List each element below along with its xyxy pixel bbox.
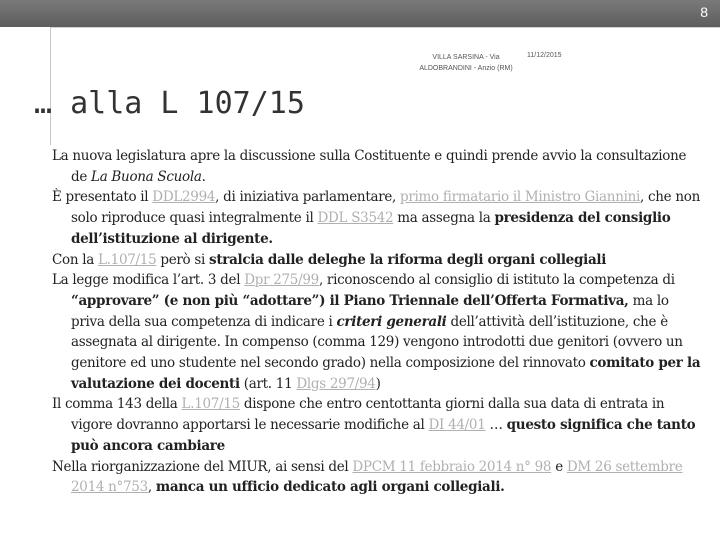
header-rule [50, 27, 720, 28]
text-run: dispone che entro centottanta giorni dalla sua data di entrata in vigore dovranno apportarsi le necessarie modifiche al [71, 396, 665, 434]
paragraph [52, 270, 702, 394]
text-run: però si [156, 251, 210, 268]
paragraph [52, 146, 702, 187]
paragraph [52, 250, 702, 271]
header-school: VILLA SARSINA - Via ALDOBRANDINI - Anzio (RM) [419, 54, 513, 72]
reference-link[interactable]: primo firmatario il Ministro Giannini [400, 189, 641, 206]
text-run: “approvare” (e non più “adottare”) il Piano Triennale dell’Offerta Formativa, [71, 292, 629, 309]
paragraph [52, 394, 702, 456]
text-run: Con la [52, 251, 99, 268]
reference-link[interactable]: L.107/15 [98, 251, 157, 268]
reference-link[interactable]: DPCM 11 febbraio 2014 n° 98 [352, 458, 552, 475]
reference-link[interactable]: Dpr 275/99 [244, 272, 319, 289]
text-run: . [201, 168, 206, 185]
reference-link[interactable]: DDL2994 [152, 189, 216, 206]
header-date: 11/12/2015 [527, 52, 562, 59]
text-run: Nella riorganizzazione del MIUR, ai sensi del [52, 458, 353, 475]
text-run: Il comma 143 della [52, 396, 182, 413]
text-run: , che non solo riproduce quasi integralmente il [71, 189, 700, 227]
text-run: La legge modifica l’art. 3 del [52, 272, 245, 289]
text-run: , di iniziativa parlamentare, [215, 189, 401, 206]
text-run: e [551, 458, 567, 475]
text-run: ) [375, 375, 381, 392]
text-run: … [485, 417, 507, 434]
text-run: La Buona Scuola [91, 168, 202, 185]
text-run: , [147, 479, 156, 496]
page-number: 8 [700, 4, 708, 20]
reference-link[interactable]: DI 44/01 [428, 417, 486, 434]
text-run: , riconoscendo al consiglio di istituto la competenza di [318, 272, 675, 289]
text-run: questo significa che tanto può ancora cambiare [71, 417, 696, 454]
text-run: (art. 11 [239, 375, 297, 392]
text-run: stralcia dalle deleghe la riforma degli organi collegiali [209, 251, 607, 268]
text-run: comitato per la valutazione dei docenti [71, 355, 701, 392]
text-run: È presentato il [52, 189, 153, 206]
reference-link[interactable]: L.107/15 [181, 396, 240, 413]
text-run: La nuova legislatura apre la discussione sulla Costituente e quindi prende avvio la consultazione de [52, 148, 687, 185]
text-run: manca un ufficio dedicato agli organi collegiali. [155, 479, 505, 496]
reference-link[interactable]: DM 26 settembre 2014 n°753 [71, 458, 683, 496]
slide-body [52, 146, 702, 498]
slide-title: … alla L 107/15 [34, 86, 305, 121]
text-run: criteri generali [336, 313, 447, 330]
paragraph [52, 187, 702, 249]
text-run: dell’attività dell’istituzione, che è assegnata al dirigente. In compenso (comma 129) vengono introdotti due genitori (ovvero un genitore ed uno studente nel secondo grado) nella composizione del rinnovato [71, 313, 683, 372]
reference-link[interactable]: DDL S3542 [317, 210, 394, 227]
reference-link[interactable]: Dlgs 297/94 [296, 375, 376, 392]
top-bar [0, 0, 720, 27]
text-run: ma assegna la [393, 210, 495, 227]
text-run: presidenza del consiglio dell’istituzione al dirigente. [71, 210, 671, 247]
paragraph [52, 457, 702, 498]
text-run: ma lo priva della sua competenza di indicare i [71, 292, 669, 330]
